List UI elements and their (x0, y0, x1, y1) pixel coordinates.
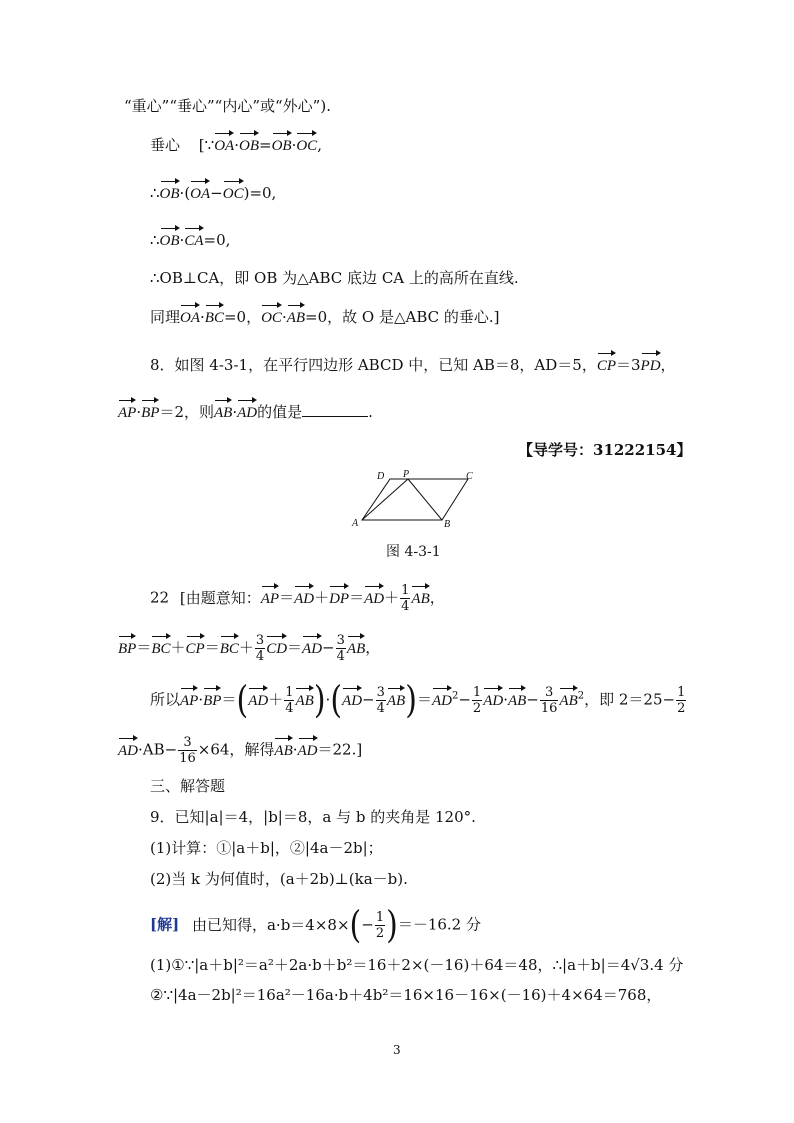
vector-symbol: BP (118, 640, 137, 657)
solution-label: [解] (150, 915, 180, 934)
vector-symbol: BC (204, 310, 224, 326)
q9-part-2: (2)当 k 为何值时，(a＋2b)⊥(ka－b). (150, 870, 408, 888)
answer-blank (302, 402, 368, 417)
vector-symbol: AD (342, 692, 363, 709)
vector-symbol: BP (203, 692, 222, 709)
large-parenthesis: ) (405, 678, 417, 722)
q8-answer: 22 (150, 588, 170, 607)
vector-symbol: AD (431, 692, 452, 709)
q9-part-1: (1)计算：①|a＋b|，②|4a－2b|； (150, 839, 383, 857)
guide-ref-number: 【导学号：31222154】 (518, 441, 692, 459)
fraction: $\frac{1}{4}$ (401, 583, 410, 614)
fraction: $\frac{1}{2}$ (375, 910, 385, 941)
vector-symbol: OB (271, 138, 292, 154)
label-D: D (377, 471, 385, 482)
fraction: $\frac{3}{16}$ (540, 685, 558, 716)
vector-symbol: AP (180, 692, 199, 709)
vector-symbol: AD (237, 405, 258, 421)
q7-answer-line-4: ∴OB⊥CA，即 OB 为△ABC 底边 CA 上的高所在直线. (150, 269, 519, 287)
vector-symbol: OA (190, 186, 211, 202)
q8-stem-line-1: 8．如图 4-3-1，在平行四边形 ABCD 中，已知 AB＝8，AD＝5，CP＝3PD， (150, 356, 676, 374)
large-parenthesis: ( (330, 678, 343, 722)
page-number: 3 (393, 1043, 401, 1057)
fraction: $\frac{3}{16}$ (179, 735, 196, 766)
vector-symbol: BC (151, 640, 171, 657)
vector-symbol: PD (640, 358, 661, 374)
vector-symbol: AD (483, 692, 504, 709)
vector-symbol: BP (141, 405, 160, 421)
q8-solution-line-2: BP＝BC＋CP＝BC＋ $\frac{3}{4}$ CD＝AD− $\frac{3}{4}$ AB， (118, 633, 381, 664)
vector-symbol: AD (302, 640, 323, 657)
vector-symbol: CD (266, 640, 288, 657)
vector-symbol: AP (260, 590, 280, 607)
vector-symbol: CA (184, 233, 204, 249)
vector-symbol: OA (180, 310, 201, 326)
vector-symbol: AB (559, 692, 578, 709)
vector-symbol: AB (213, 405, 233, 421)
q8-stem-line-2: AP·BP＝2，则AB·AD的值是 . (118, 403, 373, 421)
vector-symbol: AB (386, 692, 406, 709)
fraction: $\frac{1}{4}$ (285, 685, 294, 716)
q7-answer-line-3: ∴OB·CA=0, (150, 231, 231, 249)
q7-answer-line-1: 垂心 [∵OA·OB=OB·OC, (150, 136, 322, 154)
intro-fill-line: “重心”“垂心”“内心”或“外心”). (124, 97, 331, 115)
vector-symbol: AB (507, 692, 527, 709)
vector-symbol: OB (238, 138, 259, 154)
vector-symbol: AB (286, 310, 306, 326)
vector-symbol: AB (295, 692, 314, 709)
vector-symbol: AB (274, 742, 293, 759)
fraction: $\frac{3}{4}$ (336, 633, 345, 664)
large-parenthesis: ( (349, 903, 362, 947)
vector-symbol: OB (159, 233, 180, 249)
vector-symbol: AB (346, 640, 366, 657)
q9-stem: 9．已知|a|＝4，|b|＝8，a 与 b 的夹角是 120°. (150, 808, 476, 826)
vector-symbol: OB (159, 186, 180, 202)
vector-symbol: OC (261, 310, 282, 326)
vector-symbol: AB (411, 590, 430, 607)
large-parenthesis: ( (236, 678, 249, 722)
label-A: A (352, 518, 359, 529)
vector-symbol: OA (214, 138, 235, 154)
vector-symbol: AD (364, 590, 385, 607)
vector-symbol: OC (296, 138, 318, 154)
fraction: $\frac{3}{4}$ (376, 685, 385, 716)
vector-symbol: OC (222, 186, 244, 202)
vector-symbol: DP (329, 590, 350, 607)
parallelogram-figure (346, 466, 486, 536)
label-C: C (466, 471, 473, 482)
vector-symbol: CP (596, 358, 616, 374)
q9-solution-line-1: [解] 由已知得，a·b＝4×8×(− $\frac{1}{2}$ )＝－16.2 分 (150, 903, 481, 947)
large-parenthesis: ) (386, 903, 398, 947)
vector-symbol: AD (248, 692, 269, 709)
vector-symbol: AD (118, 742, 138, 759)
fraction: $\frac{1}{2}$ (472, 685, 482, 716)
q8-solution-line-3: 所以AP·BP＝(AD＋ $\frac{1}{4}$ AB)·(AD− $\frac{3}{4}$ $AB)=AD^2-$ $\frac{1}{2}$ AD·AB− $\frac{3}{16}$ $AB^2$，即 2＝25− $\frac{1}{2}$ (150, 678, 686, 722)
q8-solution-line-4: AD·AB− $\frac{3}{16}$ ×64，解得AB·AD＝22.] (118, 735, 363, 766)
vector-symbol: BC (219, 640, 239, 657)
vector-symbol: AD (294, 590, 315, 607)
section-heading: 三、解答题 (150, 777, 226, 795)
vector-symbol: AP (118, 405, 137, 421)
vector-symbol: AD (297, 742, 318, 759)
q7-answer-line-2: ∴OB·(OA−OC)=0, (150, 184, 277, 202)
label-P: P (403, 469, 410, 480)
label-B: B (444, 519, 451, 530)
vector-symbol: CP (185, 640, 205, 657)
fraction: $\frac{3}{4}$ (255, 633, 265, 664)
q7-answer-line-5: 同理OA·BC=0，OC·AB=0，故 O 是△ABC 的垂心.] (150, 308, 500, 326)
fraction: $\frac{1}{2}$ (677, 685, 686, 716)
figure-caption: 图 4-3-1 (386, 544, 441, 560)
q7-answer-label: 垂心 (150, 136, 181, 154)
q9-solution-line-2: (1)①∵|a＋b|²＝a²＋2a·b＋b²＝16＋2×(－16)＋64＝48，∴|a＋b|＝4√3.4 分 (150, 956, 684, 974)
large-parenthesis: ) (313, 678, 326, 722)
q9-solution-line-3: ②∵|4a－2b|²＝16a²－16a·b＋4b²＝16×16－16×(－16)＋4×64＝768， (150, 986, 662, 1004)
q8-solution-line-1: 22 [由题意知：AP＝AD＋DP＝AD＋ $\frac{1}{4}$ AB， (150, 583, 445, 614)
